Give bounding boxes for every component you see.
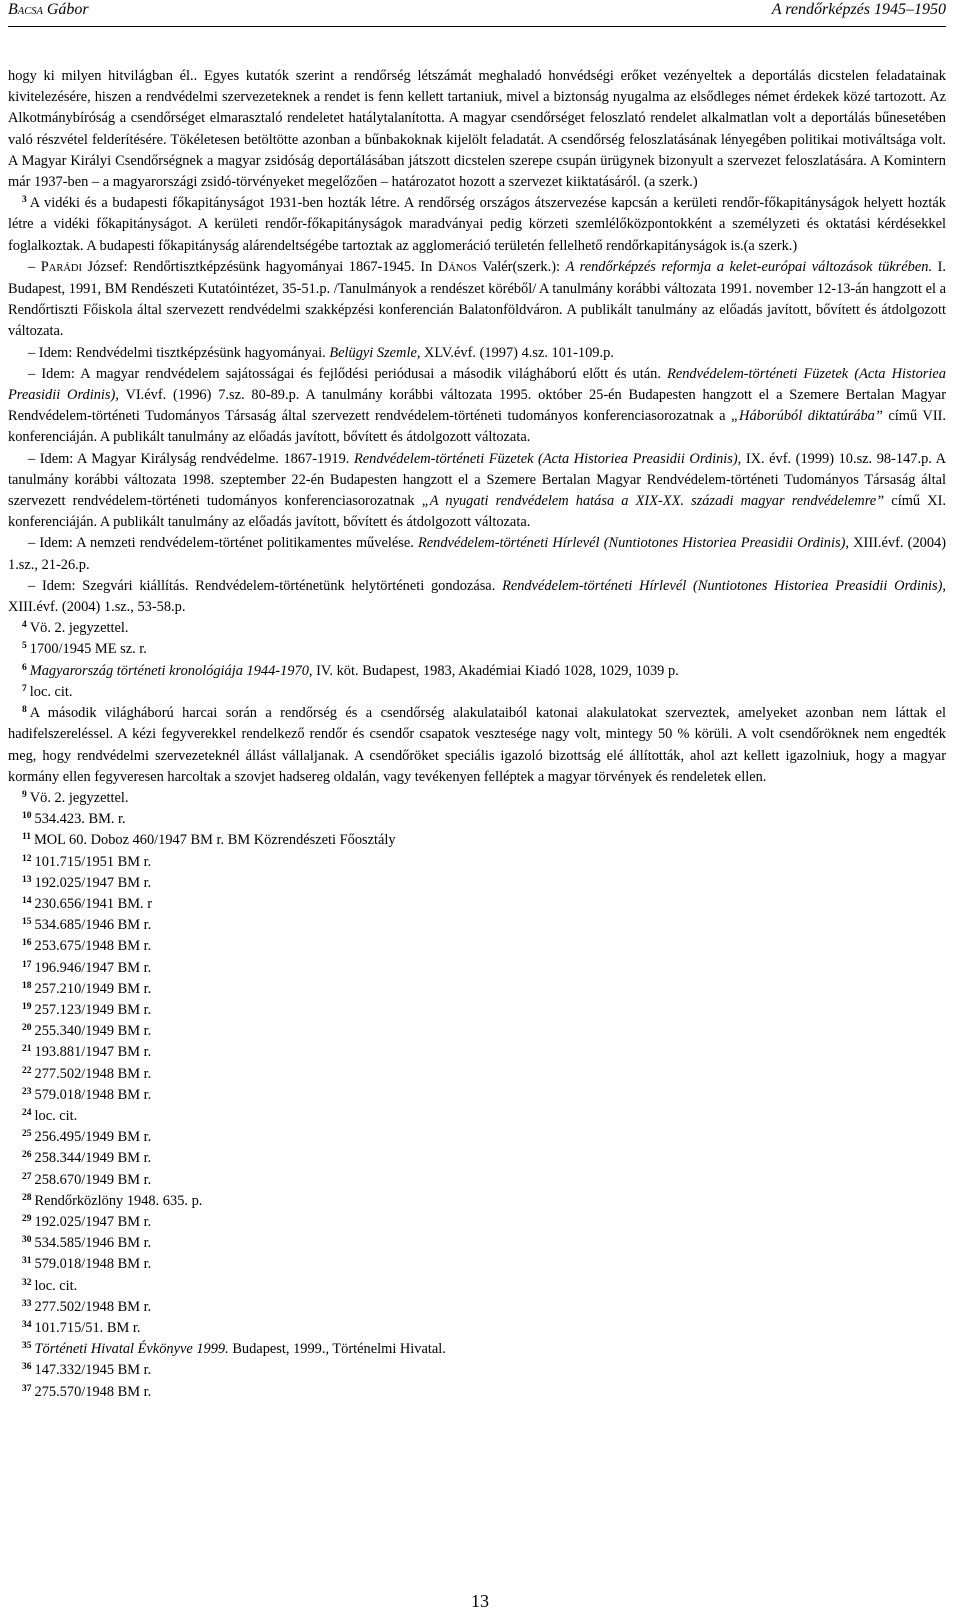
footnote-7 [8, 682, 946, 703]
footnote-31 [8, 1254, 946, 1275]
footnote-number: 3 [22, 195, 27, 206]
footnote-5 [8, 639, 946, 660]
ref-text: – P [28, 258, 49, 275]
footnote-text: Vö. 2. jegyzettel. [29, 789, 129, 806]
footnote-30 [8, 1233, 946, 1254]
footnote-text: loc. cit. [34, 1107, 78, 1124]
ref-italic-title: Rendvédelem-történeti Hírlevél (Nuntiotones Historiea Preasidii Ordinis), [417, 535, 849, 552]
footnote-15 [8, 915, 946, 936]
footnote-number: 26 [22, 1150, 32, 1161]
footnote-text: 534.685/1946 BM r. [34, 917, 152, 934]
footnote-number: 31 [22, 1256, 32, 1267]
footnote-text: 277.502/1948 BM r. [34, 1065, 152, 1082]
footnote-number: 36 [22, 1362, 32, 1373]
page-number: 13 [471, 1591, 489, 1611]
footnote-text: 101.715/51. BM r. [34, 1319, 141, 1336]
footnote-number: 28 [22, 1192, 32, 1203]
ref-text: XIII.évf. (2004) 1.sz., 53-58.p. [8, 599, 186, 616]
footnote-21 [8, 1042, 946, 1063]
ref-text: – Idem: A nemzeti rendvédelem-történet politikamentes művelése. [28, 535, 418, 552]
footnote-text: IV. köt. Budapest, 1983, Akadémiai Kiadó 1028, 1029, 1039 p. [312, 662, 679, 679]
footnote-text: Budapest, 1999., Történelmi Hivatal. [228, 1341, 446, 1358]
footnote-number: 17 [22, 959, 32, 970]
footnote-number: 33 [22, 1298, 32, 1309]
footnote-34 [8, 1318, 946, 1339]
ref-text: című VII. konferenciáján. A publikált tanulmány az előadás javított, bővített és átdolgozott változata. [8, 408, 946, 446]
footnote-number: 10 [22, 811, 32, 822]
footnote-number: 13 [22, 874, 32, 885]
footnote-text: 534.585/1946 BM r. [34, 1235, 152, 1252]
footnote-number: 11 [22, 832, 31, 843]
footnote-number: 4 [22, 620, 27, 631]
footnote-number: 9 [22, 789, 27, 800]
ref-text: XLV.évf. (1997) 4.sz. 101-109.p. [420, 344, 614, 361]
ref-italic-title: A rendőrképzés reformja a kelet-európai változások tükrében. [565, 258, 933, 275]
reference-4 [8, 449, 946, 534]
ref-text: XIII.évf. (2004) 1.sz., 21-26.p. [8, 535, 947, 573]
footnote-4 [8, 618, 946, 639]
footnote-36 [8, 1360, 946, 1381]
footnote-33 [8, 1297, 946, 1318]
footnote-text: 192.025/1947 BM r. [34, 874, 152, 891]
footnote-number: 37 [22, 1383, 32, 1394]
footnote-number: 16 [22, 938, 32, 949]
ref-italic-title: „Háborúból diktatúrába” [731, 408, 883, 425]
footnote-number: 12 [22, 853, 32, 864]
footnote-text: 257.123/1949 BM r. [34, 1001, 152, 1018]
footnote-number: 21 [22, 1044, 32, 1055]
footnote-32 [8, 1276, 946, 1297]
footnote-number: 35 [22, 1341, 32, 1352]
ref-text: – Idem: A Magyar Királyság rendvédelme. 1867-1919. [28, 450, 354, 467]
footnote-text: 579.018/1948 BM r. [34, 1086, 152, 1103]
footnote-number: 32 [22, 1277, 32, 1288]
ref-text: – Idem: Rendvédelmi tisztképzésünk hagyományai. [28, 344, 330, 361]
footnote-italic-title: Magyarország történeti kronológiája 1944-1970, [29, 662, 313, 679]
ref-italic-title: Rendvédelem-történeti Füzetek (Acta Historiea Preasidii Ordinis), [353, 450, 742, 467]
running-header [8, 0, 946, 27]
footnote-number: 19 [22, 1001, 32, 1012]
footnote-16 [8, 936, 946, 957]
footnote-number: 7 [22, 683, 27, 694]
reference-2 [8, 343, 946, 364]
author-given-name: Gábor [42, 1, 89, 18]
footnote-3 [8, 193, 946, 257]
footnote-29 [8, 1212, 946, 1233]
footnote-text: 257.210/1949 BM r. [34, 980, 152, 997]
reference-6 [8, 576, 946, 618]
ref-text: – Idem: Szegvári kiállítás. Rendvédelem-történetünk helytörténeti gondozása. [28, 577, 503, 594]
footnote-text: 101.715/1951 BM r. [34, 853, 152, 870]
footnote-27 [8, 1170, 946, 1191]
footnote-number: 18 [22, 980, 32, 991]
footnote-number: 25 [22, 1129, 32, 1140]
ref-text: VI.évf. (1996) 7.sz. 80-89.p. A tanulmány korábbi változata 1995. október 25-én Budapesten hangzott el a Szemere Bertalan Magyar Rendvédelem-történeti Tudományos Társaság által szervezett rendvédelem-történeti tudományos konferenciasorozatnak a [8, 387, 946, 425]
reference-1 [8, 257, 946, 343]
footnote-text: 255.340/1949 BM r. [34, 1023, 152, 1040]
footnote-12 [8, 852, 946, 873]
footnote-text: 258.670/1949 BM r. [34, 1171, 152, 1188]
footnote-text: 193.881/1947 BM r. [34, 1044, 152, 1061]
ref-italic-title: Rendvédelem-történeti Füzetek (Acta Historiea Preasidii Ordinis), [8, 365, 946, 404]
footnote-25 [8, 1127, 946, 1148]
footnote-17 [8, 958, 946, 979]
footnote-18 [8, 979, 946, 1000]
ref-text: című XI. konferenciáján. A publikált tanulmány az előadás javított, bővített és átdolgozott változata. [8, 493, 946, 531]
footnote-number: 14 [22, 895, 32, 906]
reference-3 [8, 364, 946, 449]
footnote-text: 256.495/1949 BM r. [34, 1129, 152, 1146]
ref-text: József: Rendőrtisztképzésünk hagyományai 1867-1945. In D [82, 258, 449, 275]
footnote-28 [8, 1191, 946, 1212]
author-smallcaps: ACSA [17, 6, 43, 17]
footnote-number: 6 [22, 662, 27, 673]
footnote-6 [8, 661, 946, 682]
footnote-11 [8, 830, 946, 851]
footnote-26 [8, 1148, 946, 1169]
footnote-text: A vidéki és a budapesti főkapitányságot 1931-ben hozták létre. A rendőrség országos átszervezése kapcsán a kerületi rendőr-főkapitányságok helyett hozták létre a vidéki főkapitányságot. A kerületi rendőr-főkapitányságok maradványai pedig körzeti szemlélőközpontokként a személyzeti és oktatási kérdésekkel foglalkoztak. A budapesti főkapitányság alárendeltségébe tartoztak az agglomeráció területén fellelhető rendőrkapitányságok is.(a szerk.) [8, 195, 946, 254]
footnote-number: 30 [22, 1235, 32, 1246]
footnote-text: MOL 60. Doboz 460/1947 BM r. BM Közrendészeti Főosztály [33, 832, 396, 849]
footnote-text: Vö. 2. jegyzettel. [29, 620, 129, 637]
footnote-text: 147.332/1945 BM r. [34, 1362, 152, 1379]
ref-text: IX. évf. (1999) 10.sz. 98-147.p. A tanulmány korábbi változata 1998. szeptember 22-én Budapesten hangzott el a Szemere Bertalan Magyar Rendvédelem-történeti Tudományos Társaság által szervezett rendvédelem-történeti tudományos konferenciasorozatnak [8, 450, 947, 510]
footnote-text: 192.025/1947 BM r. [34, 1213, 152, 1230]
footnote-13 [8, 873, 946, 894]
ref-italic-title: Belügyi Szemle, [329, 344, 421, 361]
ref-text: I. Budapest, 1991, BM Rendészeti Kutatóintézet, 35-51.p. /Tanulmányok a rendészet köréből/ A tanulmány korábbi változata 1991. november 12-13-án hangzott el a Rendőrtiszti Főiskola által szervezett rendvédelmi szakképzési konferencián Balatonföldváron. A publikált tanulmány az előadás javított, bővített és átdolgozott változata. [8, 258, 946, 340]
footnote-text: 1700/1945 ME sz. r. [29, 641, 147, 658]
footnote-text: loc. cit. [34, 1277, 78, 1294]
footnote-10 [8, 809, 946, 830]
footnote-number: 22 [22, 1065, 32, 1076]
header-author [8, 0, 89, 22]
footnote-text: 196.946/1947 BM r. [34, 959, 152, 976]
author-initial: B [8, 1, 18, 18]
footnote-text-body [8, 66, 946, 1403]
footnote-text: 534.423. BM. r. [34, 811, 126, 828]
footnote-24 [8, 1106, 946, 1127]
footnote-italic-title: Történeti Hivatal Évkönyve 1999. [34, 1341, 229, 1358]
footnote-2-continuation: hogy ki milyen hitvilágban él.. Egyes kutatók szerint a rendőrség létszámát meghaladó honvédségi erőket vezényeltek a deportálás dicstelen feladatainak kivitelezésére, hiszen a rendvédelmi szervezeteknek a rendet is fenn kellett tartaniuk, mivel a biztonság nyugalma az elsődleges német érdekek közé tartozott. Az Alkotmánybíróság a csendőrséget elmarasztaló rendeletet hatálytalanította. A magyar csendőrséget feloszlató rendelet alkalmatlan volt a deportálás bűnesetében való részvétel felderítésére. Tökéletesen betöltötte azonban a bűnbakoknak kijelölt feladatát. A csendőrség feloszlatásának lényegében politikai motiváltsága volt. A Magyar Királyi Csendőrségnek a magyar zsidóság deportálásában játszott dicstelen szerepe csupán ürügynek bizonyult a szervezet feloszlatására. A Komintern már 1937-ben – a magyarországi zsidó-törvényeket megelőzően – határozatot hozott a szervezet kiiktatásáról. (a szerk.) [8, 68, 946, 191]
footnote-text: A második világháború harcai során a rendőrség és a csendőrség alakulataiból katonai alakulatokat szerveztek, amelyeket azonban nem láttak el hadifelszereléssel. A kézi fegyverekkel rendelkező rendőr és csendőr csapatok vesztesége nagy volt, mintegy 50 % körüli. A volt csendőröknek nem engedték meg, hogy rendvédelmi szervezeteknél állást vállaljanak. A csendőröket speciális igazoló bizottság elé állították, ahol azt kellett igazolniuk, hogy a magyar kormány ellen fegyveresen harcoltak a szovjet hadsereg oldalán, vagy tevékenyen felléptek a magyar törvények és rendeletek ellen. [8, 705, 946, 785]
footnote-19 [8, 1000, 946, 1021]
footnote-number: 27 [22, 1171, 32, 1182]
footnote-text: loc. cit. [29, 683, 73, 700]
footnote-text: 230.656/1941 BM. r [34, 895, 153, 912]
footnote-text: 275.570/1948 BM r. [34, 1383, 152, 1400]
footnote-8 [8, 703, 946, 788]
footnote-35 [8, 1339, 946, 1360]
footnote-22 [8, 1064, 946, 1085]
reference-5 [8, 533, 946, 575]
footnote-list [8, 618, 946, 1403]
footnote-text: 579.018/1948 BM r. [34, 1256, 152, 1273]
ref-text: Valér(szerk.): [476, 258, 566, 275]
footnote-text: 258.344/1949 BM r. [34, 1150, 152, 1167]
footnote-number: 8 [22, 705, 27, 716]
footnote-number: 5 [22, 641, 27, 652]
footnote-text: Rendőrközlöny 1948. 635. p. [34, 1192, 203, 1209]
footnote-text: 277.502/1948 BM r. [34, 1298, 152, 1315]
footnote-9 [8, 788, 946, 809]
ref-italic-title: Rendvédelem-történeti Hírlevél (Nuntiotones Historiea Preasidii Ordinis), [502, 577, 947, 594]
footnote-14 [8, 894, 946, 915]
footnote-number: 29 [22, 1213, 32, 1224]
ref-smallcaps: ÁNOS [448, 262, 477, 274]
footnote-text: 253.675/1948 BM r. [34, 938, 152, 955]
footnote-number: 15 [22, 917, 32, 928]
ref-smallcaps: ARÁDI [48, 262, 82, 274]
footnote-number: 24 [22, 1107, 32, 1118]
footnote-number: 20 [22, 1023, 32, 1034]
footnote-number: 23 [22, 1086, 32, 1097]
footnote-23 [8, 1085, 946, 1106]
footnote-37 [8, 1382, 946, 1403]
ref-text: – Idem: A magyar rendvédelem sajátosságai és fejlődési periódusai a második világháború előtt és után. [28, 365, 668, 382]
footnote-number: 34 [22, 1319, 32, 1330]
footnote-20 [8, 1021, 946, 1042]
ref-italic-title: „A nyugati rendvédelem hatása a XIX-XX. századi magyar rendvédelemre” [421, 493, 885, 510]
header-title: A rendőrképzés 1945–1950 [771, 1, 946, 18]
